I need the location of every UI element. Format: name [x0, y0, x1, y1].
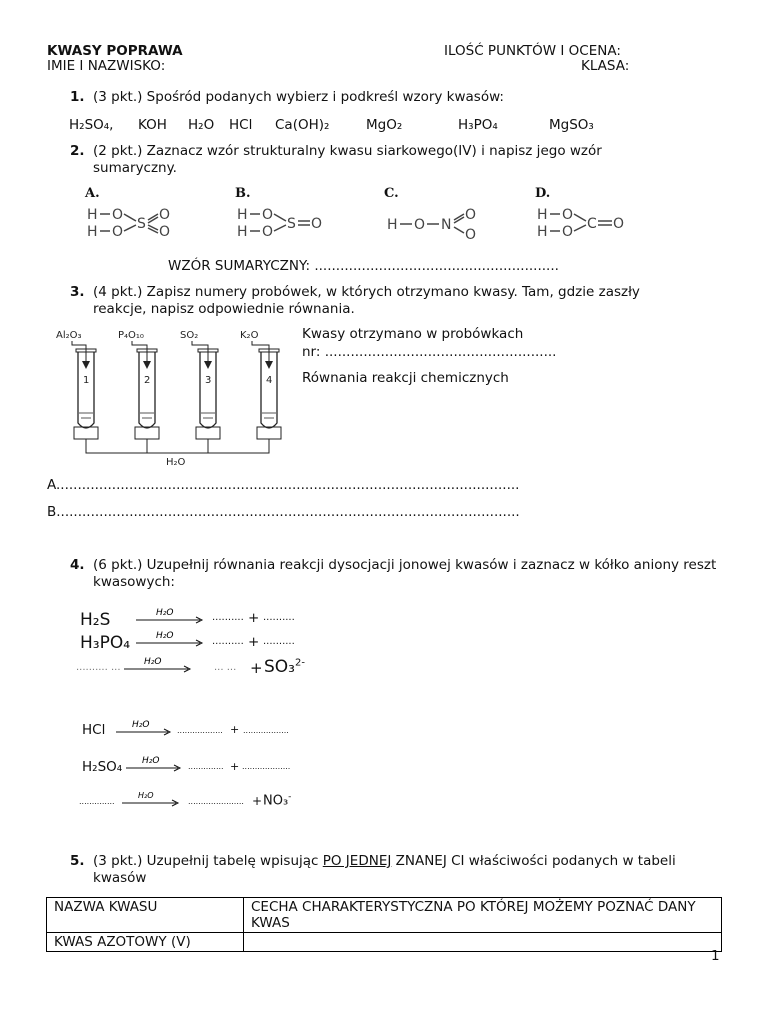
tube-number: 4: [266, 375, 273, 386]
structure-option-b: [234, 202, 334, 242]
tube-number: 3: [205, 375, 212, 386]
formula-option: Ca(OH)₂: [275, 117, 330, 133]
option-label: D.: [535, 186, 551, 201]
formula-option: H₂O: [188, 117, 215, 133]
question-text: (6 pkt.) Uzupełnij równania reakcji dysocjacji jonowej kwasów i zaznacz w kółko aniony reszt kwasowych:: [93, 557, 717, 590]
blank-field[interactable]: ..........: [212, 636, 244, 647]
formula-answer-line[interactable]: WZÓR SUMARYCZNY: .........................................................: [168, 258, 559, 274]
reaction-arrow: [134, 605, 206, 627]
atom-n: N: [441, 217, 452, 233]
arrow-label: H₂O: [142, 756, 160, 766]
product-anion-formula: NO₃: [263, 793, 289, 809]
page-number: 1: [711, 948, 720, 964]
table-row: [47, 933, 722, 952]
atom-o: O: [112, 207, 124, 223]
water-label: H₂O: [166, 457, 186, 468]
equations-label: Równania reakcji chemicznych: [302, 370, 509, 386]
atom-o: O: [159, 224, 171, 240]
table-header-row: [47, 898, 722, 933]
question-text: (4 pkt.) Zapisz numery probówek, w których otrzymano kwasy. Tam, gdzie zaszły reakcje, napisz odpowiednie równania.: [93, 284, 640, 317]
atom-o: O: [414, 217, 426, 233]
points-grade-label: ILOŚĆ PUNKTÓW I OCENA:: [444, 43, 621, 59]
reaction-arrow: [124, 753, 184, 775]
arrow-label: H₂O: [156, 608, 174, 618]
blank-field[interactable]: ..................: [177, 726, 223, 735]
reagent-label: K₂O: [240, 330, 259, 341]
product-anion-formula: SO₃: [264, 657, 295, 677]
atom-o: O: [562, 207, 574, 223]
blank-field[interactable]: ......................: [188, 797, 244, 806]
structure-option-c: [384, 202, 494, 242]
blank-field[interactable]: ..............: [188, 762, 224, 771]
question-number: 1.: [70, 89, 85, 105]
question-text-part: ZNANEJ CI właściwości podanych w tabeli kwasów: [93, 853, 676, 886]
question-text: [93, 853, 723, 887]
tube-number: 1: [83, 375, 90, 386]
atom-c: C: [587, 216, 597, 232]
worksheet-title: KWASY POPRAWA: [47, 43, 183, 59]
answer-tubes-label: Kwasy otrzymano w probówkach: [302, 326, 524, 342]
reagent-label: Al₂O₃: [56, 330, 82, 341]
question-number: 4.: [70, 557, 85, 573]
blank-field[interactable]: ... ...: [214, 662, 237, 673]
equation-line-b[interactable]: B............................................................................................................: [47, 504, 520, 520]
atom-h: H: [87, 224, 98, 240]
atom-h: H: [237, 224, 248, 240]
product-anion: [263, 792, 291, 808]
blank-field[interactable]: ..........: [263, 612, 295, 623]
formula-option: KOH: [138, 117, 167, 133]
blank-field[interactable]: ..........: [263, 636, 295, 647]
equation-line-a[interactable]: A............................................................................................................: [47, 477, 520, 493]
atom-o: O: [262, 224, 274, 240]
blank-field[interactable]: ..............: [79, 797, 115, 806]
atom-h: H: [237, 207, 248, 223]
plus-sign: +: [248, 610, 260, 626]
structure-option-d: [534, 202, 634, 242]
formula-option: MgSO₃: [549, 117, 594, 133]
atom-o: O: [159, 207, 171, 223]
atom-o: O: [112, 224, 124, 240]
table-cell: KWAS AZOTOWY (V): [47, 933, 244, 952]
arrow-label: H₂O: [138, 791, 154, 800]
product-anion: [264, 657, 305, 677]
reagent-label: SO₂: [180, 330, 199, 341]
plus-sign: +: [252, 794, 263, 808]
reaction-arrow: [120, 788, 182, 810]
question-number: 5.: [70, 853, 85, 869]
atom-s: S: [287, 216, 296, 232]
option-label: B.: [235, 186, 251, 201]
equation-reactant: HCl: [82, 722, 106, 738]
atom-s: S: [137, 216, 146, 232]
question-text-part: (3 pkt.) Uzupełnij tabelę wpisując: [93, 853, 323, 869]
question-emphasis: PO JEDNEJ: [322, 853, 392, 869]
reaction-arrow: [114, 717, 174, 739]
arrow-label: H₂O: [156, 631, 174, 641]
reaction-arrow: [134, 628, 206, 650]
atom-o: O: [562, 224, 574, 240]
formula-option: H₂SO₄,: [69, 117, 114, 133]
atom-h: H: [537, 207, 548, 223]
blank-field[interactable]: .......... ...: [76, 662, 121, 673]
table-header-cell: CECHA CHARAKTERYSTYCZNA PO KTÓREJ MOŻEMY POZNAĆ DANY KWAS: [244, 898, 722, 933]
tube-number: 2: [144, 375, 151, 386]
formula-option: HCl: [229, 117, 253, 133]
atom-o: O: [613, 216, 625, 232]
atom-h: H: [537, 224, 548, 240]
plus-sign: +: [230, 760, 240, 773]
table-answer-cell[interactable]: [244, 933, 722, 952]
formula-option: H₃PO₄: [458, 117, 498, 133]
atom-h: H: [387, 217, 398, 233]
anion-charge: -: [288, 792, 292, 802]
acid-properties-table: [46, 897, 722, 952]
test-tubes-diagram: [50, 325, 295, 470]
blank-field[interactable]: ..........: [212, 612, 244, 623]
plus-sign: +: [250, 659, 263, 677]
question-number: 2.: [70, 143, 85, 159]
arrow-label: H₂O: [144, 657, 162, 667]
question-text: (2 pkt.) Zaznacz wzór strukturalny kwasu siarkowego(IV) i napisz jego wzór sumaryczny.: [93, 143, 602, 176]
structure-option-a: [84, 202, 184, 242]
atom-o: O: [262, 207, 274, 223]
table-header-cell: NAZWA KWASU: [47, 898, 244, 933]
equation-reactant: H₂S: [80, 610, 111, 630]
anion-charge: 2-: [295, 657, 305, 669]
atom-h: H: [87, 207, 98, 223]
blank-field[interactable]: ..................: [243, 726, 289, 735]
arrow-label: H₂O: [132, 720, 150, 730]
answer-tubes-line[interactable]: nr: ......................................................: [302, 344, 557, 360]
reagent-label: P₄O₁₀: [118, 330, 144, 341]
atom-o: O: [465, 207, 477, 223]
reaction-arrow: [122, 654, 194, 676]
question-number: 3.: [70, 284, 85, 300]
equation-reactant: H₃PO₄: [80, 633, 131, 653]
class-label: KLASA:: [581, 58, 630, 74]
option-label: A.: [85, 186, 100, 201]
question-text: (3 pkt.) Spośród podanych wybierz i podkreśl wzory kwasów:: [93, 89, 504, 105]
formula-option: MgO₂: [366, 117, 403, 133]
student-name-label: IMIE I NAZWISKO:: [47, 58, 166, 74]
plus-sign: +: [230, 723, 240, 736]
atom-o: O: [311, 216, 323, 232]
equation-reactant: H₂SO₄: [82, 759, 123, 775]
atom-o: O: [465, 227, 477, 242]
blank-field[interactable]: ...................: [242, 762, 291, 771]
option-label: C.: [384, 186, 399, 201]
plus-sign: +: [248, 634, 260, 650]
